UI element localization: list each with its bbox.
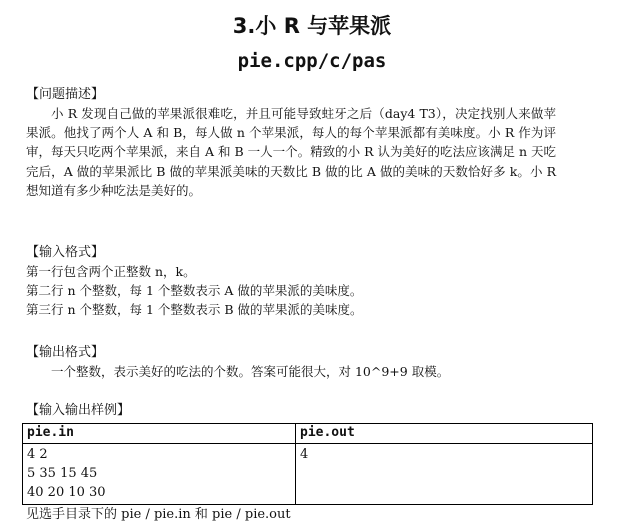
output-format-heading: 【输出格式】 — [26, 345, 105, 360]
sample-input-line: 40 20 10 30 — [27, 485, 106, 500]
problem-title: 3.小 R 与苹果派 — [232, 14, 392, 38]
problem-description-text: 小 R 发现自己做的苹果派很难吃，并且可能导致蛀牙之后（day4 T3），决定找别人来做苹果派。他找了两个人 A 和 B，每人做 n 个苹果派，每人的每个苹果派都有美味度。小 R 作为评审，每天只吃两个苹果派，来自 A 和 B 一人一个。精致的小 R 认为美好的吃法应该满足 n 天吃完后，A 做的苹果派比 B 做的苹果派美味的天数比 B 做的比 A 做的美味的天数恰好多 k。小 R 想知道有多少种吃法是美好的。 — [26, 106, 556, 198]
sample-data-row — [23, 444, 593, 505]
sample-input-line: 5 35 15 45 — [27, 466, 98, 481]
input-format-line: 第一行包含两个正整数 n，k。 — [26, 264, 196, 279]
sample-output-header: pie.out — [296, 424, 593, 444]
sample-output-line: 4 — [300, 447, 309, 462]
source-file-names: pie.cpp/c/pas — [237, 50, 387, 72]
sample-header-row — [23, 424, 593, 444]
sample-input-line: 4 2 — [27, 447, 48, 462]
sample-io-table — [22, 423, 593, 505]
sample-input-header: pie.in — [23, 424, 296, 444]
problem-description-heading: 【问题描述】 — [26, 87, 105, 102]
sample-input-cell — [23, 444, 296, 505]
sample-heading: 【输入输出样例】 — [26, 403, 131, 418]
sample-output-cell — [296, 444, 593, 505]
input-format-heading: 【输入格式】 — [26, 245, 105, 260]
input-format-line: 第二行 n 个整数，每 1 个整数表示 A 做的苹果派的美味度。 — [26, 283, 363, 299]
output-format-text: 一个整数，表示美好的吃法的个数。答案可能很大，对 10^9+9 取模。 — [51, 364, 450, 379]
input-format-line: 第三行 n 个整数，每 1 个整数表示 B 做的苹果派的美味度。 — [26, 302, 363, 318]
sample-file-note: 见选手目录下的 pie / pie.in 和 pie / pie.out — [26, 507, 291, 522]
input-format-body — [26, 262, 556, 320]
